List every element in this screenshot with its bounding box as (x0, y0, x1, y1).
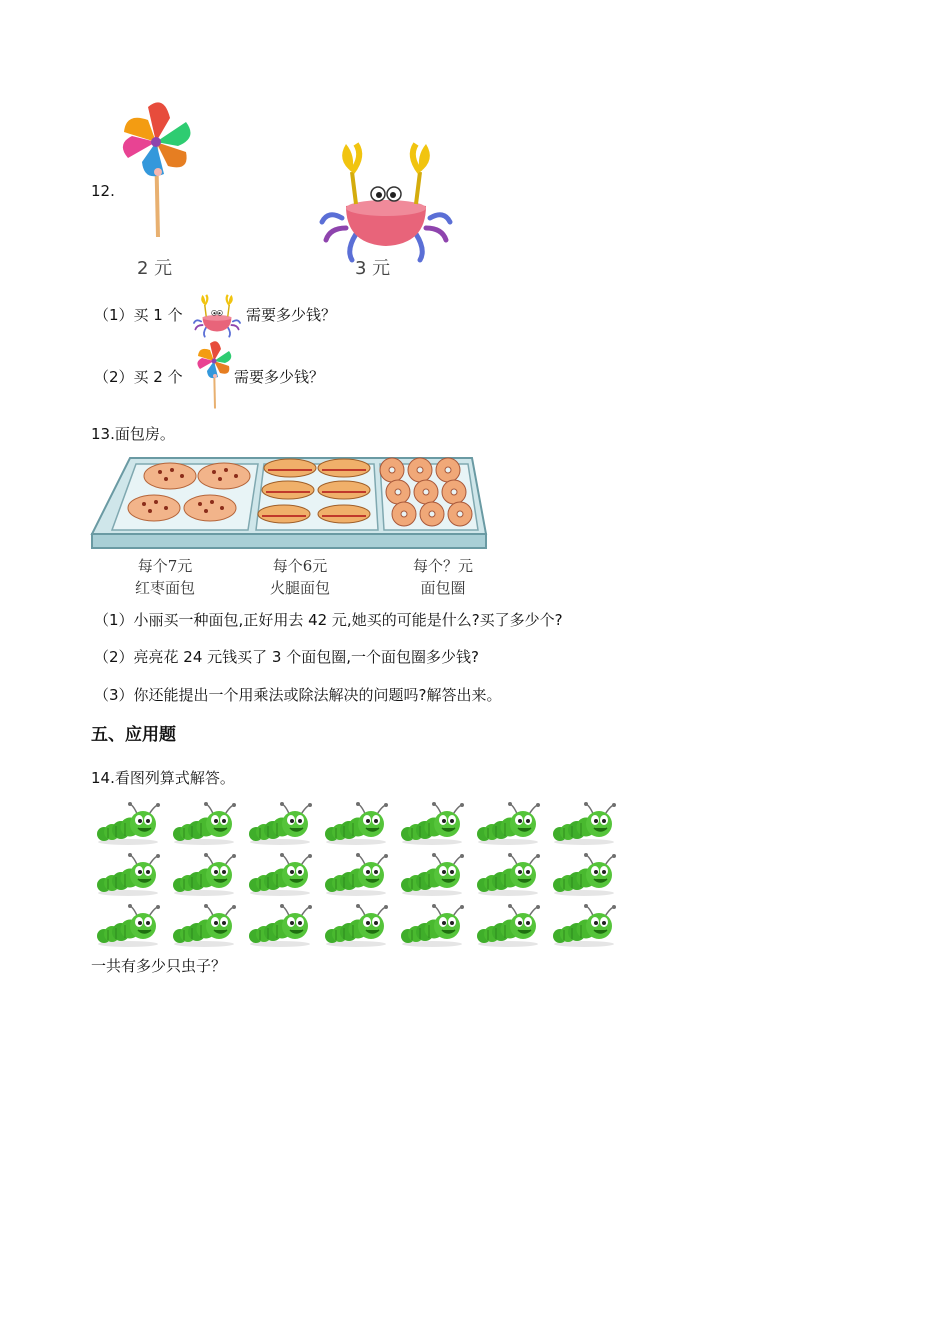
question-12-number: 12. (91, 182, 115, 200)
caterpillar-icon (553, 853, 616, 896)
q12-sub2-prefix: （2）买 2 个 (94, 368, 183, 386)
crab-price: 3 元 (355, 258, 391, 279)
caterpillar-icon (173, 853, 236, 896)
caterpillar-icon (477, 802, 540, 845)
caterpillar-icon (325, 853, 388, 896)
tray-label-jujube: 每个7元 红枣面包 (134, 557, 195, 597)
caterpillar-icon (325, 802, 388, 845)
crab-small-icon (192, 290, 242, 336)
caterpillar-icon (249, 904, 312, 947)
question-14-prompt: 一共有多少只虫子？ (91, 957, 227, 975)
question-14-title: 14.看图列算式解答。 (91, 769, 235, 787)
tray-label-ham: 每个6元 火腿面包 (269, 557, 330, 597)
caterpillar-icon (249, 853, 312, 896)
caterpillar-icon (325, 904, 388, 947)
caterpillar-icon (97, 853, 160, 896)
q12-sub1-suffix: 需要多少钱？ (246, 306, 337, 324)
worm-grid (98, 800, 628, 950)
caterpillar-icon (173, 904, 236, 947)
section-5-heading: 五、应用题 (91, 725, 176, 745)
caterpillar-icon (401, 904, 464, 947)
q12-sub1-prefix: （1）买 1 个 (94, 306, 183, 324)
caterpillar-icon (173, 802, 236, 845)
q12-sub2-suffix: 需要多少钱？ (234, 368, 325, 386)
question-13-title: 13.面包房。 (91, 425, 175, 443)
caterpillar-icon (97, 904, 160, 947)
pinwheel-small-icon (195, 343, 235, 413)
caterpillar-icon (553, 904, 616, 947)
q13-sub2: （2）亮亮花 24 元钱买了 3 个面包圈,一个面包圈多少钱? (94, 648, 479, 666)
caterpillar-icon (477, 853, 540, 896)
caterpillar-icon (97, 802, 160, 845)
crab-image (330, 145, 442, 245)
caterpillar-icon (249, 802, 312, 845)
bakery-tray-image (90, 452, 486, 552)
q13-sub1: （1）小丽买一种面包,正好用去 42 元,她买的可能是什么?买了多少个? (94, 611, 563, 629)
tray-label-donut: 每个？元 面包圈 (412, 557, 473, 597)
caterpillar-icon (401, 853, 464, 896)
caterpillar-icon (553, 802, 616, 845)
pinwheel-image (120, 100, 200, 245)
pinwheel-price: 2 元 (137, 258, 173, 279)
caterpillar-icon (401, 802, 464, 845)
q13-sub3: （3）你还能提出一个用乘法或除法解决的问题吗?解答出来。 (94, 686, 502, 704)
caterpillar-icon (477, 904, 540, 947)
